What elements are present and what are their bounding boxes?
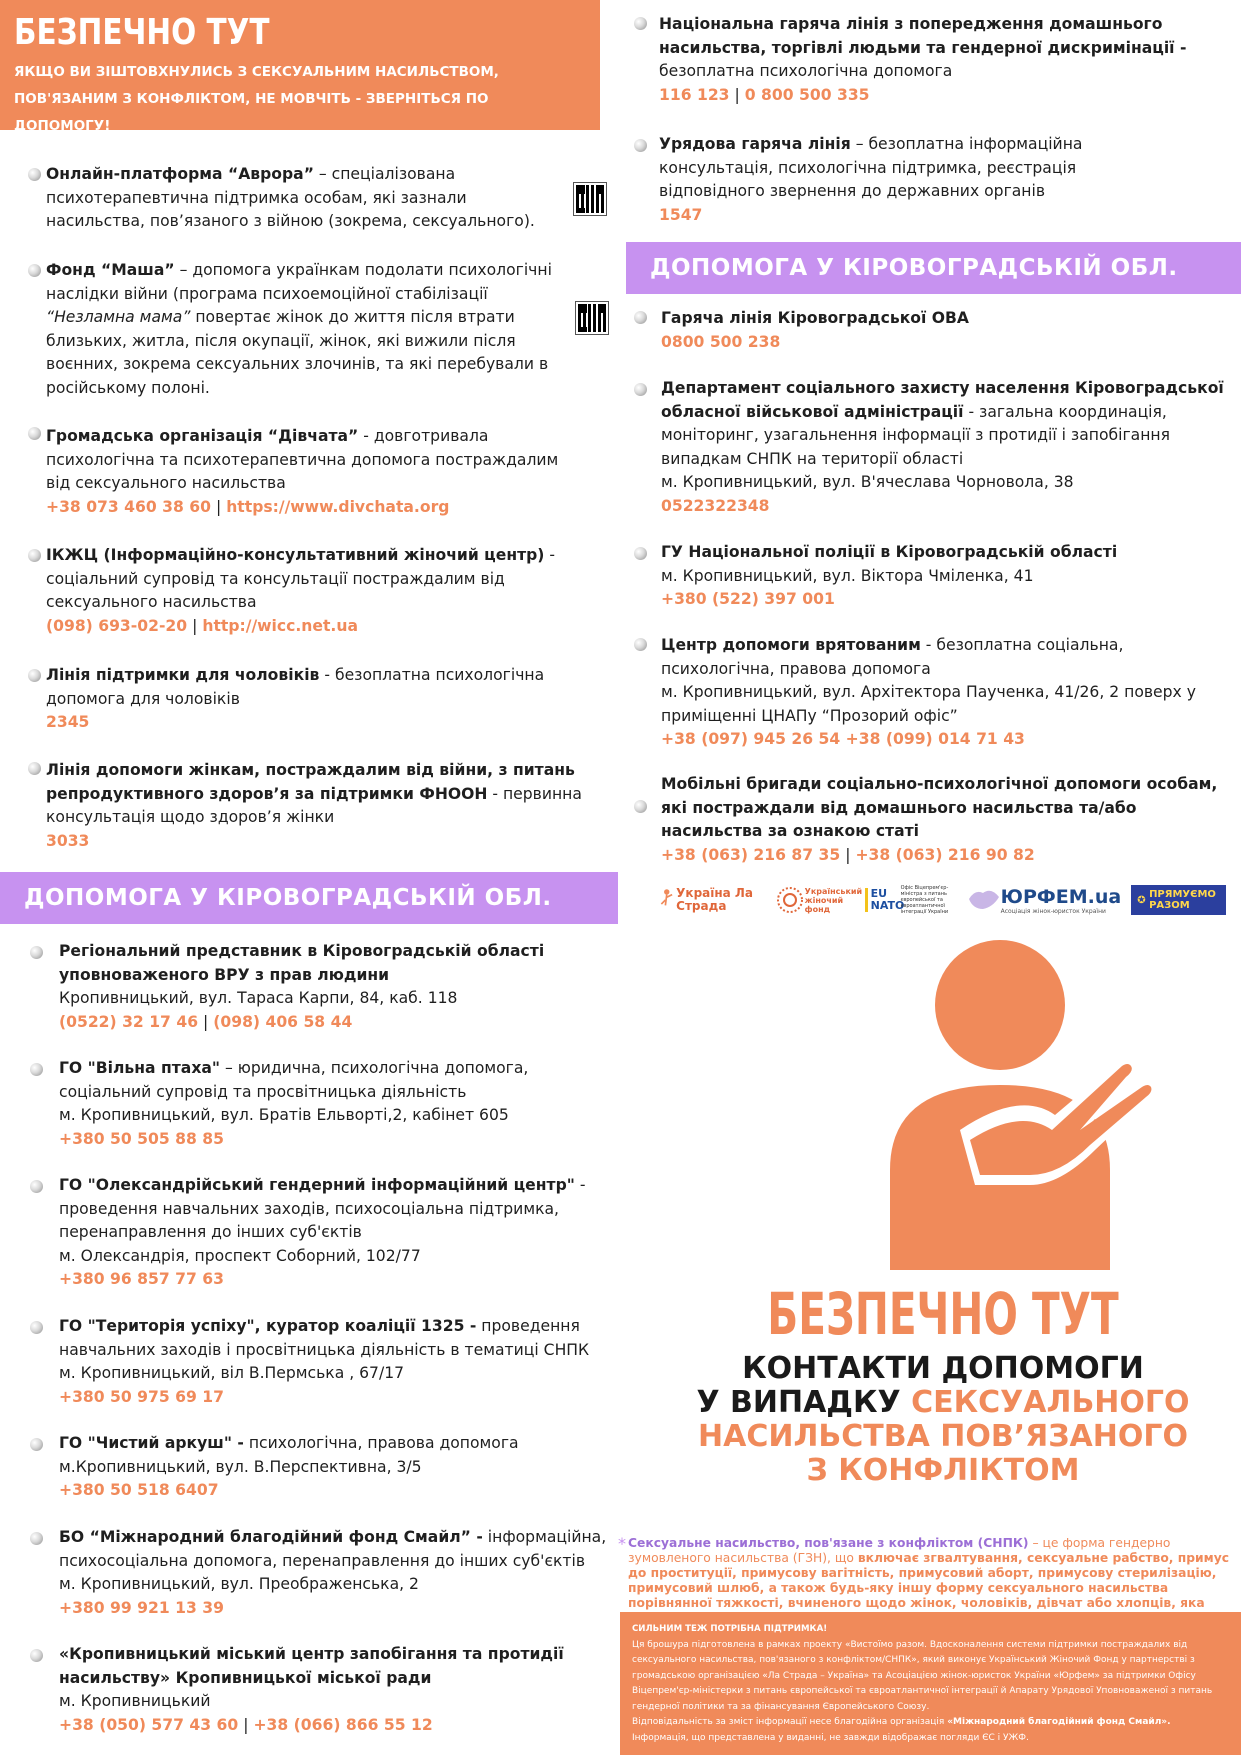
list-item: Фонд “Маша” – допомога українкам подолати психологічні наслідки війни (програма психоемоційної стабілізації “Незламна мама” повертає жінок до життя після втрати близьких, житла, після окупації, жінок, які вижили після воєнних, зокрема сексуальних злочинів, та які перебували в російському полоні. bbox=[46, 261, 552, 397]
list-item: Мобільні бригади соціально-психологічної допомоги особам, які постраждали від домашнього насильства та/або насильства за ознакою статі +38 (063) 216 87 35 | +38 (063) 216 90 82 bbox=[661, 775, 1218, 864]
phone-link[interactable]: 0800 500 238 bbox=[661, 332, 781, 351]
list-item: ГО "Територія успіху", куратор коаліції 1325 - проведення навчальних заходів і просвітницька діяльність в тематиці СНПК м. Кропивницький, віл В.Пермська , 67/17 +380 50 975 69 17 bbox=[59, 1317, 590, 1406]
phone-link[interactable]: 0 800 500 335 bbox=[744, 85, 870, 104]
title-line-2a: У ВИПАДКУ bbox=[696, 1385, 912, 1420]
phone-link[interactable]: +38 (063) 216 87 35 bbox=[661, 845, 841, 864]
phone-link[interactable]: 0522322348 bbox=[661, 496, 770, 515]
list-item: Онлайн-платформа “Аврора” – спеціалізована психотерапевтична підтримка особам, які зазнали насильства, пов’язаного з війною (зокрема, сексуального). bbox=[46, 165, 535, 230]
title-line-3: НАСИЛЬСТВА ПОВ’ЯЗАНОГО bbox=[698, 1419, 1188, 1454]
phone-link[interactable]: 2345 bbox=[46, 713, 90, 731]
list-item: Регіональний представник в Кіровоградській області уповноваженого ВРУ з прав людини Кропивницький, вул. Тараса Карпи, 84, каб. 118 (0522) 32 17 46 | (098) 406 58 44 bbox=[59, 942, 545, 1031]
website-link[interactable]: https://www.divchata.org bbox=[226, 497, 450, 516]
qr-code-icon[interactable] bbox=[574, 183, 606, 215]
qr-code-icon[interactable] bbox=[576, 302, 608, 334]
list-item: БО “Міжнародний благодійний фонд Смайл” - інформаційна, психосоціальна допомога, перенаправлення до інших суб'єктів м. Кропивницький, вул. Преображенська, 2 +380 99 921 13 39 bbox=[59, 1528, 607, 1617]
bullet-icon bbox=[30, 1180, 43, 1193]
list-item: Лінія допомоги жінкам, постраждалим від війни, з питань репродуктивного здоров’я за підтримки ФНООН - первинна консультація щодо здоров’я жінки 3033 bbox=[46, 761, 582, 850]
section-header-left: ДОПОМОГА У КІРОВОГРАДСЬКІЙ ОБЛ. bbox=[0, 872, 618, 924]
bullet-icon bbox=[30, 946, 43, 959]
phone-link[interactable]: +38 (097) 945 26 54 +38 (099) 014 71 43 bbox=[661, 730, 1025, 748]
bullet-icon bbox=[634, 547, 647, 560]
bullet-icon bbox=[30, 1532, 43, 1545]
partner-logos bbox=[660, 875, 1226, 925]
bullet-icon bbox=[634, 800, 647, 813]
footer-disclaimer-line: Інформація, що представлена у виданні, не завжди відображає погляди ЄС і УЖФ. bbox=[632, 1732, 1029, 1743]
ujf-logo: Український жіночий фонд bbox=[775, 885, 855, 915]
bullet-icon bbox=[30, 1321, 43, 1334]
list-item: Гаряча лінія Кіровоградської ОВА 0800 500 238 bbox=[661, 309, 969, 351]
title-line-2b: СЕКСУАЛЬНОГО bbox=[911, 1385, 1190, 1420]
list-item: «Кропивницький міський центр запобігання та протидії насильству» Кропивницької міської ради м. Кропивницький +38 (050) 577 43 60 | +38 (066) 866 55 12 bbox=[59, 1645, 564, 1734]
title-line-1: КОНТАКТИ ДОПОМОГИ bbox=[742, 1351, 1144, 1386]
phone-link[interactable]: +380 (522) 397 001 bbox=[661, 590, 835, 608]
eu-stars-icon: ✪ bbox=[1137, 894, 1146, 906]
banner-line-1: ЯКЩО ВИ ЗІШТОВХНУЛИСЬ З СЕКСУАЛЬНИМ НАСИЛЬСТВОМ, bbox=[14, 64, 499, 80]
footer-disclaimer: СИЛЬНИМ ТЕЖ ПОТРІБНА ПІДТРИМКА! Ця брошура підготовлена в рамках проекту «Вистоїмо разом. Вдосконалення системи підтримки постраждалих від сексуального насильства, пов'язаного з конфліктом/СНПК», який виконує Український Жіночий Фонд у партнерстві з громадською організацією «Ла Страда – Україна» та Асоціацією жінок-юристок України «Юрфем» за підтримки Офісу Віцепрем'єр-міністерки з питань європейської та євроатлантичної інтеграції й Апарату Урядової Уповноваженої з питань гендерної політики та за фінансування Європейського Союзу. Відповідальність за зміст інформації несе благодійна організація «Міжнародний благодійний фонд Смайл». Інформація, що представлена у виданні, не завжди відображає погляди ЄС і УЖФ. bbox=[620, 1612, 1241, 1755]
list-item: Лінія підтримки для чоловіків - безоплатна психологічна допомога для чоловіків 2345 bbox=[46, 666, 545, 731]
list-item: ГУ Національної поліції в Кіровоградській області м. Кропивницький, вул. Віктора Чміленка, 41 +380 (522) 397 001 bbox=[661, 543, 1118, 608]
sun-logo-icon bbox=[775, 885, 805, 915]
phone-link[interactable]: +380 50 505 88 85 bbox=[59, 1129, 224, 1148]
phone-link[interactable]: +380 50 975 69 17 bbox=[59, 1387, 224, 1406]
person-support-illustration bbox=[880, 940, 1180, 1270]
bullet-icon bbox=[30, 1438, 43, 1451]
bullet-icon bbox=[28, 427, 41, 440]
list-item: Департамент соціального захисту населення Кіровоградської обласної військової адміністрації - загальна координація, моніторинг, узагальнення інформації з протидії і запобігання випадкам СНПК на території області м. Кропивницький, вул. В'ячеслава Чорновола, 38 0522322348 bbox=[661, 379, 1224, 515]
person-logo-icon bbox=[660, 882, 676, 918]
phone-link[interactable]: +38 (063) 216 90 82 bbox=[855, 845, 1035, 864]
banner-title: БЕЗПЕЧНО ТУТ bbox=[14, 12, 270, 53]
list-item: ІКЖЦ (Інформаційно-консультативний жіночий центр) - соціальний супровід та консультації постраждалим від сексуального насильства (098) 693-02-20 | http://wicc.net.ua bbox=[46, 546, 556, 635]
poster-title bbox=[660, 1280, 1226, 1488]
list-item: Національна гаряча лінія з попередження домашнього насильства, торгівлі людьми та гендерної дискримінації - безоплатна психологічна допомога 116 123 | 0 800 500 335 bbox=[659, 15, 1187, 104]
list-item: Урядова гаряча лінія – безоплатна інформаційна консультація, психологічна підтримка, реєстрація відповідного звернення до державних органів 1547 bbox=[659, 135, 1083, 224]
list-item: ГО "Вільна птаха" – юридична, психологічна допомога, соціальний супровід та просвітницька діяльність м. Кропивницький, вул. Братів Ельворті,2, кабінет 605 +380 50 505 88 85 bbox=[59, 1059, 529, 1148]
bullet-icon bbox=[28, 264, 41, 277]
title-main: БЕЗПЕЧНО ТУТ bbox=[767, 1280, 1119, 1348]
phone-link[interactable]: +380 50 518 6407 bbox=[59, 1481, 219, 1499]
banner-line-2: ПОВ'ЯЗАНИМ З КОНФЛІКТОМ, НЕ МОВЧІТЬ - ЗВЕРНІТЬСЯ ПО ДОПОМОГУ! bbox=[14, 91, 489, 134]
phone-link[interactable]: +380 96 857 77 63 bbox=[59, 1270, 224, 1288]
phone-link[interactable]: 3033 bbox=[46, 831, 90, 850]
section-header-right: ДОПОМОГА У КІРОВОГРАДСЬКІЙ ОБЛ. bbox=[626, 242, 1241, 294]
asterisk-icon: * bbox=[618, 1534, 626, 1553]
footer-heading: СИЛЬНИМ ТЕЖ ПОТРІБНА ПІДТРИМКА! bbox=[632, 1624, 828, 1634]
bullet-icon bbox=[634, 139, 647, 152]
phone-link[interactable]: +38 073 460 38 60 bbox=[46, 497, 211, 516]
phone-link[interactable]: 116 123 bbox=[659, 85, 730, 104]
bullet-icon bbox=[634, 383, 647, 396]
map-logo-icon bbox=[967, 885, 1001, 915]
header-banner bbox=[0, 0, 600, 134]
phone-link[interactable]: +38 (050) 577 43 60 bbox=[59, 1715, 239, 1734]
bullet-icon bbox=[634, 638, 647, 651]
bullet-icon bbox=[28, 669, 41, 682]
definition-note: * Сексуальне насильство, пов'язане з конфліктом (СНПК) – це форма гендерно зумовленого насильства (ГЗН), що включає згвалтування, сексуальне рабство, примус до проституції, примусову вагітність, примусовий аборт, примусову стерилізацію, примусовий шлюб, а також будь-яку іншу форму сексуального насильства порівнянної тяжкості, вчиненого щодо жінок, чоловіків, дівчат або хлопців, яка bbox=[618, 1534, 1230, 1610]
bullet-icon bbox=[30, 1063, 43, 1076]
phone-link[interactable]: (098) 693-02-20 bbox=[46, 616, 188, 635]
phone-link[interactable]: (0522) 32 17 46 bbox=[59, 1012, 199, 1031]
title-line-4: З КОНФЛІКТОМ bbox=[806, 1453, 1080, 1488]
list-item: Громадська організація “Дівчата” - довготривала психологічна та психотерапевтична допомога постраждалим від сексуального насильства +38 073 460 38 60 | https://www.divchata.org bbox=[46, 427, 559, 516]
phone-link[interactable]: (098) 406 58 44 bbox=[213, 1012, 353, 1031]
bullet-icon bbox=[634, 311, 647, 324]
website-link[interactable]: http://wicc.net.ua bbox=[202, 616, 358, 635]
bullet-icon bbox=[28, 762, 41, 775]
phone-link[interactable]: +380 99 921 13 39 bbox=[59, 1598, 224, 1617]
list-item: Центр допомоги врятованим - безоплатна соціальна, психологічна, правова допомога м. Кропивницький, вул. Архітектора Паученка, 41/26, 2 поверх у приміщенні ЦНАПу “Прозорий офіс” +38 (097) 945 26 54 +38 (099) 014 71 43 bbox=[661, 636, 1196, 748]
phone-link[interactable]: +38 (066) 866 55 12 bbox=[253, 1715, 433, 1734]
phone-link[interactable]: 1547 bbox=[659, 205, 703, 224]
eu-logo: ✪ ПРЯМУЄМО РАЗОМ bbox=[1131, 885, 1226, 915]
bullet-icon bbox=[634, 17, 647, 30]
bullet-icon bbox=[30, 1649, 43, 1662]
lastrada-logo: Україна Ла Страда bbox=[660, 882, 765, 918]
bullet-icon bbox=[28, 549, 41, 562]
bullet-icon bbox=[28, 168, 41, 181]
footer-body: Ця брошура підготовлена в рамках проекту «Вистоїмо разом. Вдосконалення системи підтримки постраждалих від сексуального насильства, пов'язаного з конфліктом/СНПК», який виконує Український Жіночий Фонд у партнерстві з громадською організацією «Ла Страда – Україна» та Асоціацією жінок-юристок України «Юрфем» за підтримки Офісу Віцепрем'єр-міністерки з питань європейської та євроатлантичної інтеграції й Апарату Урядової Уповноваженої з питань гендерної політики та за фінансування Європейського Союзу. bbox=[632, 1639, 1213, 1712]
list-item: ГО "Олександрійський гендерний інформаційний центр" - проведення навчальних заходів, психосоціальна підтримка, перенаправлення до інших суб'єктів м. Олександрія, проспект Соборний, 102/77 +380 96 857 77 63 bbox=[59, 1176, 586, 1288]
eunato-logo: EU NATO Офіс Віцепрем'єр-міністра з питань європейської та євроатлантичної інтеграції України bbox=[865, 885, 957, 915]
yurfem-logo: ЮРФЕМ.ua Асоціація жінок-юристок України bbox=[967, 885, 1122, 915]
list-item: ГО "Чистий аркуш" - психологічна, правова допомога м.Кропивницький, вул. В.Перспективна, 3/5 +380 50 518 6407 bbox=[59, 1434, 519, 1499]
